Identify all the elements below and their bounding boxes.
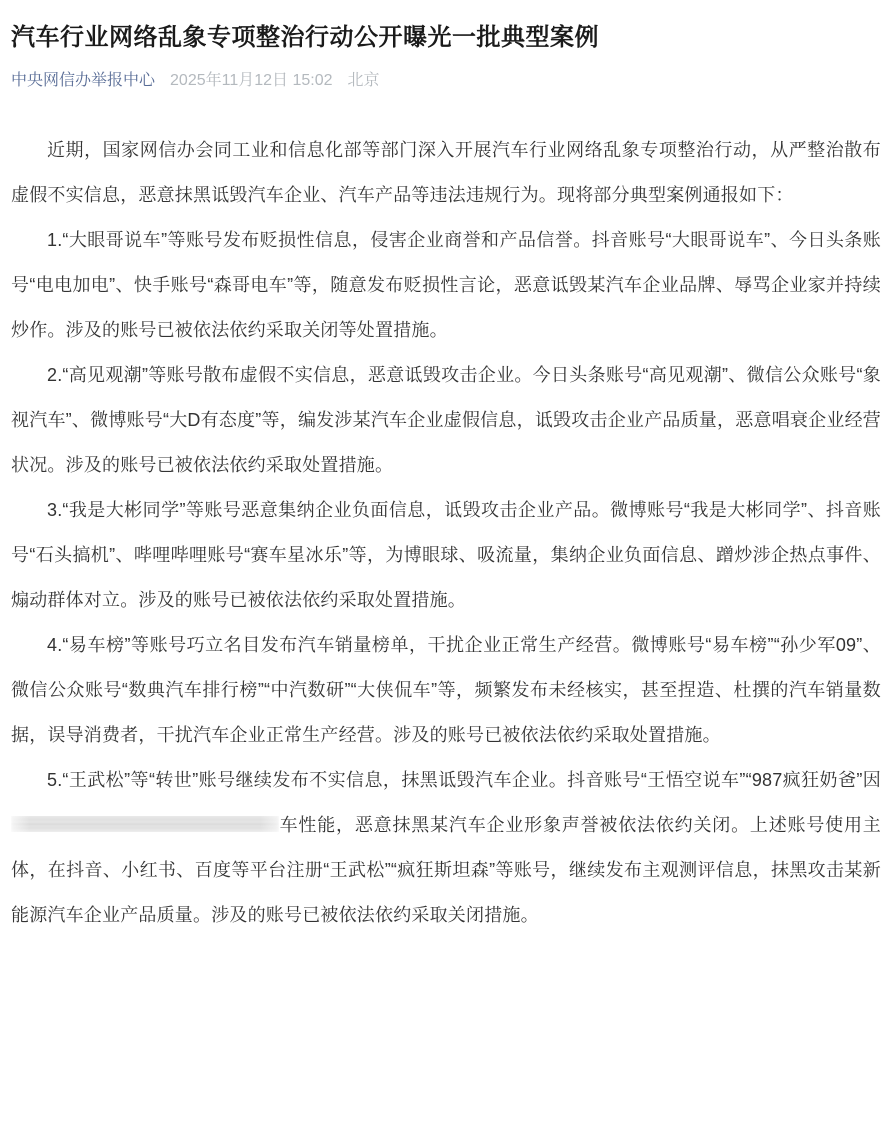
paragraph-intro: 近期，国家网信办会同工业和信息化部等部门深入开展汽车行业网络乱象专项整治行动，从严整治散布虚假不实信息，恶意抹黑诋毁汽车企业、汽车产品等违法违规行为。现将部分典型案例通报如下： [11,140,881,206]
byline-location: 北京 [347,72,380,90]
paragraph-case-5 [11,758,881,938]
case-5-text-after: 车性能，恶意抹黑某汽车企业形象声誉被依法依约关闭。上述账号使用主体，在抖音、小红书、百度等平台注册“王武松”“疯狂斯坦森”等账号，继续发布主观测评信息，抹黑攻击某新能源汽车企业产品质量。涉及的账号已被依法依约采取关闭措施。 [11,815,881,926]
paragraph-case-4: 4.“易车榜”等账号巧立名目发布汽车销量榜单，干扰企业正常生产经营。微博账号“易车榜”“孙少军09”、微信公众账号“数典汽车排行榜”“中汽数研”“大侠侃车”等，频繁发布未经核实，甚至捏造、杜撰的汽车销量数据，误导消费者，干扰汽车企业正常生产经营。涉及的账号已被依法依约采取处置措施。 [11,635,881,746]
redaction-blur [11,816,279,832]
page-title: 汽车行业网络乱象专项整治行动公开曝光一批典型案例 [11,24,599,51]
byline-datetime: 2025年11月12日 15:02 [170,72,333,90]
paragraph-case-3: 3.“我是大彬同学”等账号恶意集纳企业负面信息，诋毁攻击企业产品。微博账号“我是大彬同学”、抖音账号“石头搞机”、哔哩哔哩账号“赛车星冰乐”等，为博眼球、吸流量，集纳企业负面信息、蹭炒涉企热点事件、煽动群体对立。涉及的账号已被依法依约采取处置措施。 [11,500,881,611]
paragraph-case-1: 1.“大眼哥说车”等账号发布贬损性信息，侵害企业商誉和产品信誉。抖音账号“大眼哥说车”、今日头条账号“电电加电”、快手账号“森哥电车”等，随意发布贬损性言论，恶意诋毁某汽车企业品牌、辱骂企业家并持续炒作。涉及的账号已被依法依约采取关闭等处置措施。 [11,230,881,341]
article-body [11,128,881,938]
case-5-text-before: 5.“王武松”等“转世”账号继续发布不实信息，抹黑诋毁汽车企业。抖音账号“王悟空说车”“987疯狂奶爸”因 [47,770,881,791]
paragraph-case-2: 2.“高见观潮”等账号散布虚假不实信息，恶意诋毁攻击企业。今日头条账号“高见观潮”、微信公众账号“象视汽车”、微博账号“大D有态度”等，编发涉某汽车企业虚假信息，诋毁攻击企业产品质量，恶意唱衰企业经营状况。涉及的账号已被依法依约采取处置措施。 [11,365,881,476]
byline-source-link[interactable]: 中央网信办举报中心 [11,72,156,90]
byline [11,71,881,92]
